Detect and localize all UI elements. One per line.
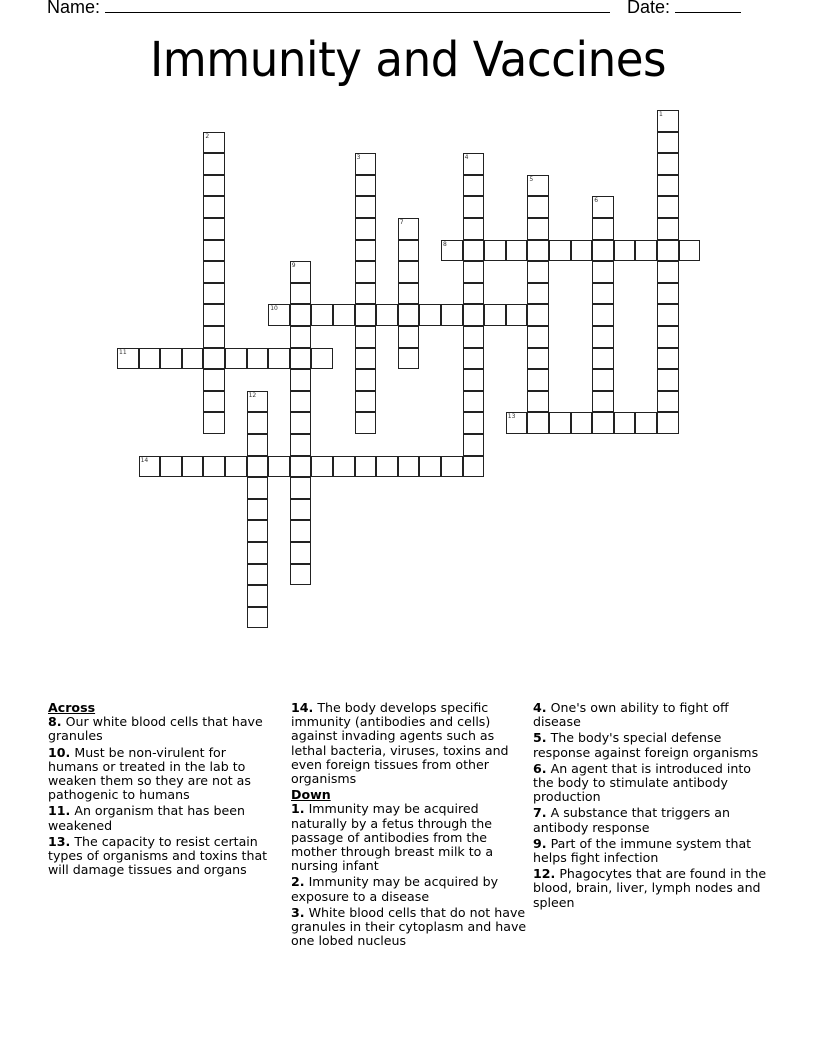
grid-cell[interactable]	[463, 412, 485, 434]
cell-number: 2	[205, 132, 210, 140]
grid-cell[interactable]	[657, 304, 679, 326]
grid-cell[interactable]	[203, 456, 225, 478]
grid-cell[interactable]	[290, 304, 312, 326]
clue-text: Our white blood cells that have granules	[48, 714, 263, 744]
grid-cell[interactable]	[268, 304, 290, 326]
grid-cell[interactable]	[290, 326, 312, 348]
clue-number: 14.	[291, 700, 314, 715]
grid-cell[interactable]	[592, 240, 614, 262]
name-label: Name:	[47, 0, 101, 17]
grid-cell[interactable]	[290, 391, 312, 413]
cell-number: 14	[140, 456, 149, 464]
grid-cell[interactable]	[592, 196, 614, 218]
grid-cell[interactable]	[333, 456, 355, 478]
grid-cell[interactable]	[463, 304, 485, 326]
grid-cell[interactable]	[463, 456, 485, 478]
grid-cell[interactable]	[268, 456, 290, 478]
grid-cell[interactable]	[527, 261, 549, 283]
grid-cell[interactable]	[592, 261, 614, 283]
grid-cell[interactable]	[203, 261, 225, 283]
grid-cell[interactable]	[463, 326, 485, 348]
grid-cell[interactable]	[571, 240, 593, 262]
grid-cell[interactable]	[203, 348, 225, 370]
grid-cell[interactable]	[355, 261, 377, 283]
clue-down-2	[291, 875, 527, 903]
grid-cell[interactable]	[463, 369, 485, 391]
grid-cell[interactable]	[527, 196, 549, 218]
clues-column-3	[533, 701, 773, 912]
grid-cell[interactable]	[203, 391, 225, 413]
grid-cell[interactable]	[203, 326, 225, 348]
grid-cell[interactable]	[355, 196, 377, 218]
grid-cell[interactable]	[592, 391, 614, 413]
grid-cell[interactable]	[225, 456, 247, 478]
grid-cell[interactable]	[311, 456, 333, 478]
grid-cell[interactable]	[527, 283, 549, 305]
grid-cell[interactable]	[203, 132, 225, 154]
grid-cell[interactable]	[203, 240, 225, 262]
grid-cell[interactable]	[463, 348, 485, 370]
grid-cell[interactable]	[398, 218, 420, 240]
grid-cell[interactable]	[657, 153, 679, 175]
grid-cell[interactable]	[657, 218, 679, 240]
grid-cell[interactable]	[290, 283, 312, 305]
cell-number: 6	[594, 197, 599, 205]
grid-cell[interactable]	[203, 218, 225, 240]
grid-cell[interactable]	[355, 240, 377, 262]
cell-number: 3	[356, 154, 361, 162]
grid-cell[interactable]	[463, 175, 485, 197]
grid-cell[interactable]	[527, 348, 549, 370]
grid-cell[interactable]	[333, 304, 355, 326]
grid-cell[interactable]	[160, 348, 182, 370]
grid-cell[interactable]	[527, 412, 549, 434]
clue-text: An organism that has been weakened	[48, 803, 245, 833]
grid-cell[interactable]	[290, 520, 312, 542]
grid-cell[interactable]	[527, 369, 549, 391]
grid-cell[interactable]	[657, 175, 679, 197]
grid-cell[interactable]	[592, 369, 614, 391]
grid-cell[interactable]	[398, 304, 420, 326]
grid-cell[interactable]	[463, 261, 485, 283]
grid-cell[interactable]	[290, 412, 312, 434]
grid-cell[interactable]	[247, 477, 269, 499]
cell-number: 5	[529, 175, 534, 183]
grid-cell[interactable]	[290, 542, 312, 564]
grid-cell[interactable]	[527, 304, 549, 326]
grid-cell[interactable]	[247, 348, 269, 370]
clue-text: One's own ability to fight off disease	[533, 700, 729, 730]
clue-across-14	[291, 701, 527, 786]
grid-cell[interactable]	[484, 240, 506, 262]
clues-column-2	[291, 701, 527, 950]
grid-cell[interactable]	[635, 412, 657, 434]
grid-cell[interactable]	[679, 240, 701, 262]
clue-across-8	[48, 715, 280, 743]
grid-cell[interactable]	[463, 240, 485, 262]
grid-cell[interactable]	[139, 456, 161, 478]
grid-cell[interactable]	[203, 304, 225, 326]
grid-cell[interactable]	[657, 391, 679, 413]
clue-text: Must be non-virulent for humans or treated in the lab to weaken them so they are not as pathogenic to humans	[48, 744, 251, 803]
grid-cell[interactable]	[160, 456, 182, 478]
grid-cell[interactable]	[592, 218, 614, 240]
grid-cell[interactable]	[527, 218, 549, 240]
clue-number: 12.	[533, 866, 556, 882]
clue-text: White blood cells that do not have granules in their cytoplasm and have one lobed nucleus	[291, 904, 527, 949]
grid-cell[interactable]	[635, 240, 657, 262]
grid-cell[interactable]	[290, 564, 312, 586]
grid-cell[interactable]	[657, 326, 679, 348]
clue-number: 4.	[533, 700, 547, 715]
grid-cell[interactable]	[203, 196, 225, 218]
grid-cell[interactable]	[398, 348, 420, 370]
grid-cell[interactable]	[290, 261, 312, 283]
grid-cell[interactable]	[203, 175, 225, 197]
grid-cell[interactable]	[247, 499, 269, 521]
grid-cell[interactable]	[463, 218, 485, 240]
cell-number: 12	[248, 391, 257, 399]
grid-cell[interactable]	[419, 304, 441, 326]
grid-cell[interactable]	[355, 304, 377, 326]
grid-cell[interactable]	[117, 348, 139, 370]
clue-down-4	[533, 701, 773, 729]
grid-cell[interactable]	[247, 607, 269, 629]
clue-down-7	[533, 806, 773, 834]
grid-cell[interactable]	[549, 412, 571, 434]
grid-cell[interactable]	[247, 564, 269, 586]
grid-cell[interactable]	[614, 240, 636, 262]
grid-cell[interactable]	[398, 261, 420, 283]
clue-down-12	[533, 867, 773, 910]
grid-cell[interactable]	[203, 153, 225, 175]
grid-cell[interactable]	[527, 326, 549, 348]
grid-cell[interactable]	[398, 240, 420, 262]
grid-cell[interactable]	[463, 283, 485, 305]
date-label: Date:	[627, 0, 671, 17]
clue-number: 8.	[48, 714, 62, 730]
grid-cell[interactable]	[592, 283, 614, 305]
grid-cell[interactable]	[355, 175, 377, 197]
grid-cell[interactable]	[398, 456, 420, 478]
grid-cell[interactable]	[441, 240, 463, 262]
clue-across-10	[48, 746, 280, 803]
grid-cell[interactable]	[247, 456, 269, 478]
grid-cell[interactable]	[182, 348, 204, 370]
grid-cell[interactable]	[419, 456, 441, 478]
clue-text: Immunity may be acquired naturally by a fetus through the passage of antibodies from the mother through breast milk to a nursing infant	[291, 801, 494, 874]
grid-cell[interactable]	[657, 132, 679, 154]
grid-cell[interactable]	[355, 348, 377, 370]
grid-cell[interactable]	[290, 499, 312, 521]
clues-column-1	[48, 701, 280, 879]
grid-cell[interactable]	[355, 153, 377, 175]
grid-cell[interactable]	[376, 456, 398, 478]
grid-cell[interactable]	[549, 240, 571, 262]
grid-cell[interactable]	[355, 412, 377, 434]
cell-number: 1	[659, 111, 663, 118]
clue-down-9	[533, 837, 773, 865]
grid-cell[interactable]	[657, 240, 679, 262]
grid-cell[interactable]	[506, 240, 528, 262]
grid-cell[interactable]	[463, 196, 485, 218]
grid-cell[interactable]	[657, 196, 679, 218]
cell-number: 7	[399, 219, 404, 226]
grid-cell[interactable]	[463, 391, 485, 413]
grid-cell[interactable]	[247, 412, 269, 434]
grid-cell[interactable]	[506, 304, 528, 326]
clue-number: 11.	[48, 803, 71, 819]
grid-cell[interactable]	[247, 585, 269, 607]
grid-cell[interactable]	[247, 391, 269, 413]
down-heading: Down	[291, 787, 331, 803]
grid-cell[interactable]	[527, 391, 549, 413]
grid-cell[interactable]	[527, 240, 549, 262]
grid-cell[interactable]	[290, 434, 312, 456]
clue-number: 7.	[533, 805, 547, 821]
clue-across-11	[48, 804, 280, 832]
grid-cell[interactable]	[355, 456, 377, 478]
grid-cell[interactable]	[268, 348, 290, 370]
grid-cell[interactable]	[506, 412, 528, 434]
grid-cell[interactable]	[311, 304, 333, 326]
cell-number: 9	[291, 262, 296, 270]
across-heading: Across	[48, 700, 96, 715]
clue-number: 1.	[291, 801, 305, 817]
grid-cell[interactable]	[592, 348, 614, 370]
grid-cell[interactable]	[484, 304, 506, 326]
grid-cell[interactable]	[355, 369, 377, 391]
grid-cell[interactable]	[571, 412, 593, 434]
grid-cell[interactable]	[592, 326, 614, 348]
grid-cell[interactable]	[247, 520, 269, 542]
grid-cell[interactable]	[355, 326, 377, 348]
clue-number: 6.	[533, 760, 547, 776]
clue-number: 2.	[291, 874, 305, 890]
grid-cell[interactable]	[139, 348, 161, 370]
grid-cell[interactable]	[657, 110, 679, 132]
grid-cell[interactable]	[182, 456, 204, 478]
grid-cell[interactable]	[203, 412, 225, 434]
grid-cell[interactable]	[657, 369, 679, 391]
grid-cell[interactable]	[290, 369, 312, 391]
clue-number: 10.	[48, 744, 71, 760]
grid-cell[interactable]	[441, 304, 463, 326]
cell-number: 11	[119, 348, 127, 356]
clue-text: The body's special defense response against foreign organisms	[533, 730, 759, 760]
grid-cell[interactable]	[355, 218, 377, 240]
clue-text: A substance that triggers an antibody response	[533, 805, 730, 835]
grid-cell[interactable]	[290, 477, 312, 499]
grid-cell[interactable]	[398, 283, 420, 305]
grid-cell[interactable]	[614, 412, 636, 434]
grid-cell[interactable]	[463, 153, 485, 175]
grid-cell[interactable]	[290, 348, 312, 370]
clue-down-5	[533, 731, 773, 759]
page-title: Immunity and Vaccines	[149, 32, 667, 88]
grid-cell[interactable]	[657, 348, 679, 370]
grid-cell[interactable]	[463, 434, 485, 456]
clue-down-6	[533, 762, 773, 805]
cell-number: 4	[464, 154, 469, 162]
clue-down-3	[291, 906, 527, 949]
grid-cell[interactable]	[592, 412, 614, 434]
grid-cell[interactable]	[441, 456, 463, 478]
clue-text: The capacity to resist certain types of organisms and toxins that will damage tissues and organs	[48, 833, 268, 878]
grid-cell[interactable]	[657, 261, 679, 283]
clue-number: 3.	[291, 904, 305, 920]
clue-text: Immunity may be acquired by exposure to a disease	[291, 874, 499, 904]
cell-number: 13	[507, 413, 516, 421]
grid-cell[interactable]	[657, 283, 679, 305]
grid-cell[interactable]	[376, 304, 398, 326]
grid-cell[interactable]	[355, 283, 377, 305]
clue-down-1	[291, 802, 527, 873]
clue-number: 9.	[533, 835, 547, 851]
grid-cell[interactable]	[592, 304, 614, 326]
grid-cell[interactable]	[311, 348, 333, 370]
grid-cell[interactable]	[247, 542, 269, 564]
clue-text: Phagocytes that are found in the blood, brain, liver, lymph nodes and spleen	[533, 866, 767, 910]
grid-cell[interactable]	[355, 391, 377, 413]
grid-cell[interactable]	[203, 283, 225, 305]
clue-text: Part of the immune system that helps fight infection	[533, 835, 752, 866]
clue-text: The body develops specific immunity (antibodies and cells) against invading agents such as lethal bacteria, viruses, toxins and even foreign tissues from other organisms	[291, 700, 509, 787]
grid-cell[interactable]	[657, 412, 679, 434]
grid-cell[interactable]	[290, 456, 312, 478]
clue-text: An agent that is introduced into the body to stimulate antibody production	[533, 760, 751, 805]
cell-number: 10	[270, 305, 278, 313]
grid-cell[interactable]	[527, 175, 549, 197]
cell-number: 8	[443, 240, 447, 248]
clue-number: 5.	[533, 730, 547, 746]
grid-cell[interactable]	[398, 326, 420, 348]
grid-cell[interactable]	[247, 434, 269, 456]
grid-cell[interactable]	[225, 348, 247, 370]
grid-cell[interactable]	[203, 369, 225, 391]
clue-number: 13.	[48, 833, 71, 849]
clue-across-13	[48, 835, 280, 878]
